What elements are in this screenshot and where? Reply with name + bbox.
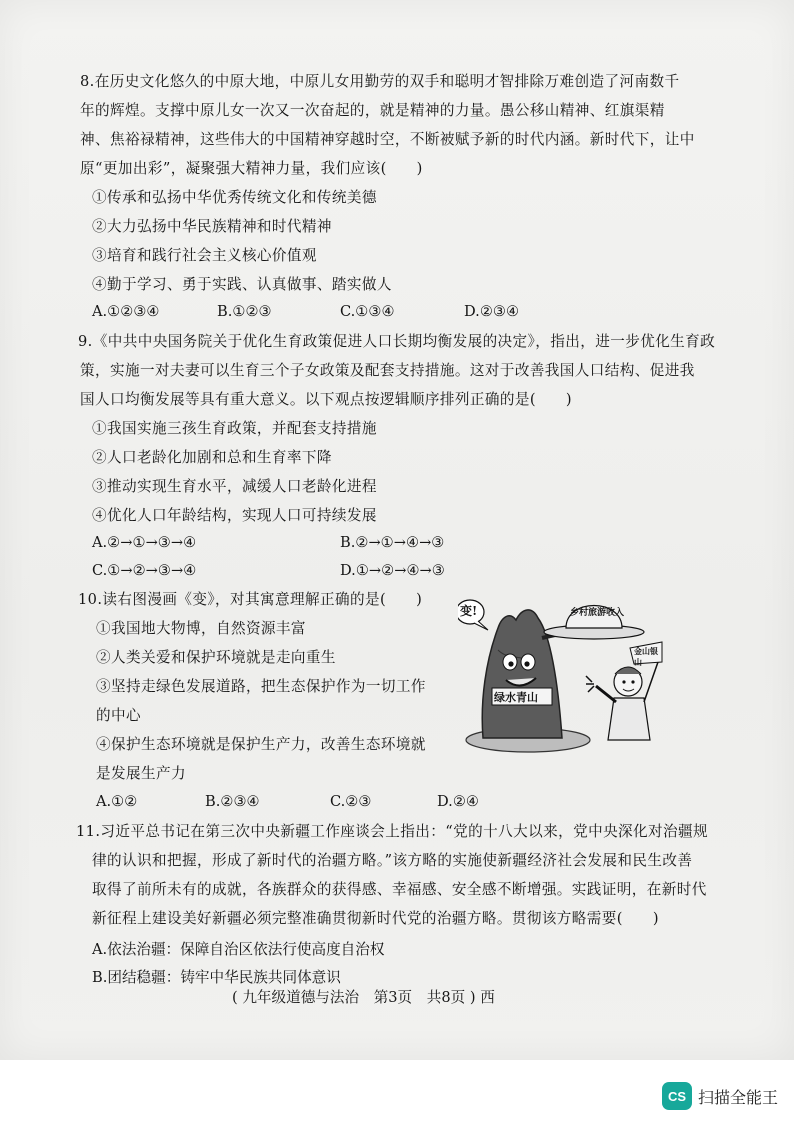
q8-line-2: 年的辉煌。支撑中原儿女一次又一次奋起的，就是精神的力量。愚公移山精神、红旗渠精 [80,102,665,119]
q10-option-d: D.②④ [437,793,479,810]
q11-line-3: 取得了前所未有的成就，各族群众的获得感、幸福感、安全感不断增强。实践证明，在新时代 [92,881,707,898]
q8-item-2: ②大力弘扬中华民族精神和时代精神 [92,218,332,235]
q10-item-3-cont: 的中心 [96,707,141,724]
q11-option-b: B.团结稳疆：铸牢中华民族共同体意识 [92,969,341,986]
q9-item-4: ④优化人口年龄结构，实现人口可持续发展 [92,507,377,524]
q10-item-1: ①我国地大物博，自然资源丰富 [96,620,306,637]
q9-option-b: B.②→①→④→③ [340,534,445,551]
q10-item-4-cont: 是发展生产力 [96,765,186,782]
q9-item-1: ①我国实施三孩生育政策，并配套支持措施 [92,420,377,437]
scanner-watermark [662,1081,778,1111]
q8-line-1: 8.在历史文化悠久的中原大地，中原儿女用勤劳的双手和聪明才智排除万难创造了河南数千 [80,73,680,90]
cartoon-plate-label: 乡村旅游收入 [570,608,625,618]
q8-option-b: B.①②③ [217,303,272,320]
q8-item-1: ①传承和弘扬中华优秀传统文化和传统美德 [92,189,377,206]
q8-option-a: A.①②③④ [92,303,160,320]
q9-item-3: ③推动实现生育水平，减缓人口老龄化进程 [92,478,377,495]
q8-item-3: ③培育和践行社会主义核心价值观 [92,247,317,264]
q10-option-c: C.②③ [330,793,372,810]
q9-option-d: D.①→②→④→③ [340,562,445,579]
q10-item-2: ②人类关爱和保护环境就是走向重生 [96,649,336,666]
q10-item-3: ③坚持走绿色发展道路，把生态保护作为一切工作 [96,678,426,695]
camscanner-logo-icon: CS [662,1082,692,1110]
q9-option-a: A.②→①→③→④ [92,534,197,551]
cartoon-sign-label: 金山银山 [634,647,658,667]
q8-item-4: ④勤于学习、勇于实践、认真做事、踏实做人 [92,276,392,293]
cartoon-drawing [458,590,664,756]
q11-line-4: 新征程上建设美好新疆必须完整准确贯彻新时代党的治疆方略。贯彻该方略需要( ) [92,910,659,927]
q9-line-1: 9.《中共中央国务院关于优化生育政策促进人口长期均衡发展的决定》，指出，进一步优化生育政 [78,333,716,350]
q10-item-4: ④保护生态环境就是保护生产力，改善生态环境就 [96,736,426,753]
q9-option-c: C.①→②→③→④ [92,562,197,579]
page-footer: ( 九年级道德与法治 第3页 共8页 ) 西 [232,989,495,1006]
q9-item-2: ②人口老龄化加剧和总和生育率下降 [92,449,332,466]
cartoon-bian [458,590,664,756]
cartoon-speech-text: 变! [460,604,478,618]
q11-option-a: A.依法治疆：保障自治区依法行使高度自治权 [92,941,385,958]
q8-option-c: C.①③④ [340,303,395,320]
q8-line-3: 神、焦裕禄精神，这些伟大的中国精神穿越时空，不断被赋予新的时代内涵。新时代下，让中 [80,131,695,148]
q10-option-a: A.①② [96,793,138,810]
q9-line-3: 国人口均衡发展等具有重大意义。以下观点按逻辑顺序排列正确的是( ) [80,391,572,408]
q11-line-2: 律的认识和把握，形成了新时代的治疆方略。”该方略的实施使新疆经济社会发展和民生改善 [92,852,693,869]
q9-line-2: 策，实施一对夫妻可以生育三个子女政策及配套支持措施。这对于改善我国人口结构、促进我 [80,362,695,379]
q11-line-1: 11.习近平总书记在第三次中央新疆工作座谈会上指出：“党的十八大以来，党中央深化对治疆规 [76,823,709,840]
q10-option-b: B.②③④ [205,793,260,810]
q10-line-1: 10.读右图漫画《变》，对其寓意理解正确的是( ) [78,591,423,608]
q8-line-4: 原“更加出彩”，凝聚强大精神力量，我们应该( ) [80,160,423,177]
q8-option-d: D.②③④ [464,303,520,320]
camscanner-label: 扫描全能王 [698,1087,779,1107]
cartoon-mountain-label: 绿水青山 [494,691,538,704]
